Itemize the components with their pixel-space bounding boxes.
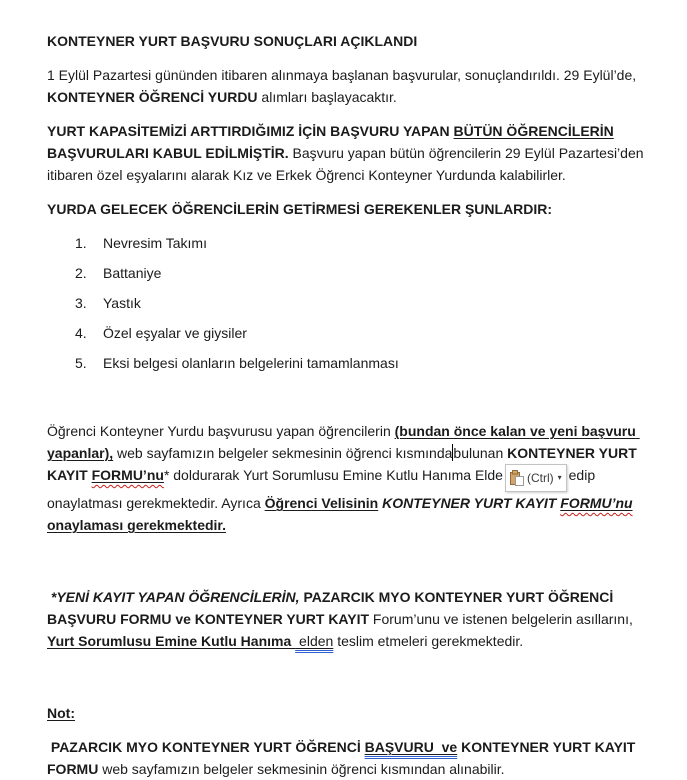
text-run: KONTEYNER YURT KAYIT (47, 445, 641, 483)
text-run: 1 Eylül Pazartesi gününden itibaren alınmaya başlanan başvurular, sonuçlandırıldı. 29 Eylül’de, (47, 67, 641, 83)
capacity-paragraph (47, 120, 647, 186)
list-marker: 5. (75, 355, 87, 371)
list-item-text: Özel eşyalar ve giysiler (103, 325, 247, 341)
list-item-text: Battaniye (103, 265, 162, 281)
text-run: PAZARCIK MYO KONTEYNER YURT ÖĞRENCİ BAŞVURU FORMU ve KONTEYNER YURT KAYIT (47, 589, 618, 627)
text-run: bulunan (453, 445, 508, 461)
empty-paragraph (47, 548, 647, 574)
list-marker: 2. (75, 265, 87, 281)
text-run: KONTEYNER YURT KAYIT (382, 495, 561, 511)
text-run: Not: (47, 705, 75, 721)
list-item (75, 232, 647, 254)
paste-button-label: (Ctrl) (526, 471, 554, 485)
text-run: web sayfamızın belgeler sekmesinin öğrenci kısmından alınabilir. (98, 761, 505, 777)
clipboard-icon (510, 470, 524, 486)
list-item-text: Eksi belgesi olanların belgelerini tamamlanması (103, 355, 399, 371)
text-run: onaylaması gerekmektedir. (47, 517, 226, 533)
text-run: KONTEYNER YURT KAYIT FORMU (47, 739, 644, 777)
text-run: YURDA GELECEK ÖĞRENCİLERİN GETİRMESİ GEREKENLER ŞUNLARDIR: (47, 201, 553, 217)
text-run: Yurt Sorumlusu Emine Kutlu Hanıma (47, 633, 296, 649)
text-run: YURT KAPASİTEMİZİ ARTTIRDIĞIMIZ İÇİN BAŞVURU YAPAN (47, 123, 454, 139)
text-run: KONTEYNER ÖĞRENCİ YURDU (47, 89, 258, 105)
note-heading (47, 702, 647, 724)
text-run: edip onaylatması gerekmektedir. Ayrıca (47, 467, 599, 511)
text-run: Forum’unu ve istenen belgelerin asıllarını, (369, 611, 637, 627)
text-run: elden (295, 633, 334, 649)
new-registration-paragraph (47, 586, 647, 652)
text-run: FORMU’nu (560, 495, 633, 511)
list-item (75, 292, 647, 314)
text-run (633, 495, 637, 511)
text-run: * doldurarak Yurt Sorumlusu Emine Kutlu Hanıma Elde (163, 467, 503, 483)
intro-paragraph (47, 64, 647, 108)
list-marker: 1. (75, 235, 87, 251)
text-run: Öğrenci Konteyner Yurdu başvurusu yapan öğrencilerin (47, 423, 395, 439)
document-body[interactable] (47, 30, 647, 780)
empty-paragraph (47, 382, 647, 408)
text-run: PAZARCIK MYO KONTEYNER YURT ÖĞRENCİ (47, 739, 365, 755)
text-run: Öğrenci Velisinin (264, 495, 379, 511)
text-run: teslim etmeleri gerekmektedir. (333, 633, 524, 649)
text-run: BAŞVURU ve (364, 739, 458, 755)
paste-options-button[interactable] (505, 464, 567, 492)
text-run: *YENİ KAYIT YAPAN ÖĞRENCİLERİN, (50, 589, 300, 605)
list-item (75, 262, 647, 284)
numbered-list (47, 232, 647, 374)
list-item (75, 352, 647, 374)
text-run: FORMU’nu (91, 467, 164, 483)
registration-paragraph (47, 420, 647, 536)
text-run: (bundan önce kalan ve yeni başvuru yapanlar), (47, 423, 640, 461)
text-run: web sayfamızın belgeler sekmesinin öğrenci kısmında (113, 445, 453, 461)
title-paragraph (47, 30, 647, 52)
text-run: BÜTÜN ÖĞRENCİLERİN (453, 123, 614, 139)
empty-paragraph (47, 664, 647, 690)
list-marker: 3. (75, 295, 87, 311)
text-run: KONTEYNER YURT BAŞVURU SONUÇLARI AÇIKLANDI (47, 33, 418, 49)
list-item-text: Nevresim Takımı (103, 235, 207, 251)
list-marker: 4. (75, 325, 87, 341)
section-heading (47, 198, 647, 220)
list-item (75, 322, 647, 344)
text-run: Başvuru yapan bütün öğrencilerin 29 Eylül Pazartesi’den itibaren özel eşyalarını alarak Kız ve Erkek Öğrenci Konteyner Yurdunda kalabilirler. (47, 145, 648, 183)
text-run: alımları başlayacaktır. (257, 89, 397, 105)
note-paragraph (47, 736, 647, 780)
chevron-down-icon: ▾ (557, 473, 562, 482)
list-item-text: Yastık (103, 295, 141, 311)
text-run: BAŞVURULARI KABUL EDİLMİŞTİR. (47, 123, 618, 161)
